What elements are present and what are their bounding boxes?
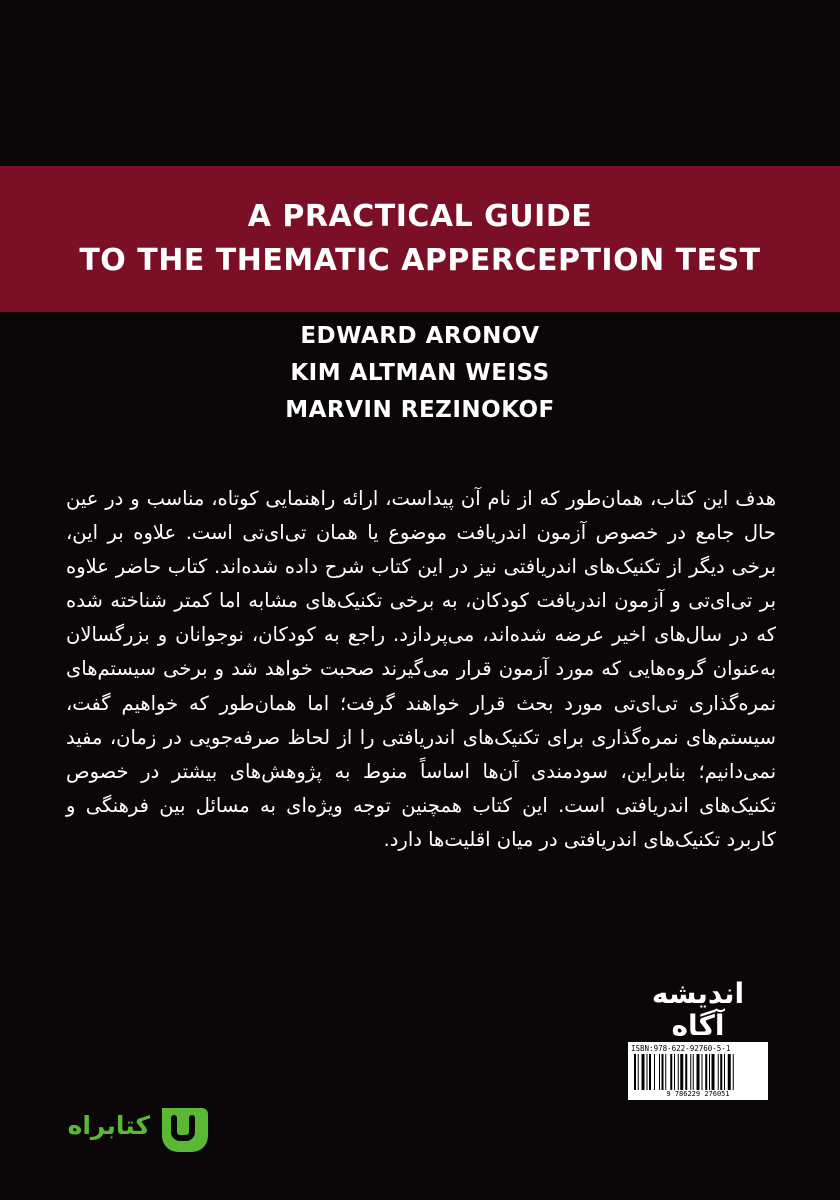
- title-band: [0, 166, 840, 312]
- book-title-line-1: A PRACTICAL GUIDE: [247, 199, 593, 234]
- isbn-barcode: [628, 1042, 768, 1100]
- ketabrah-logo-icon: [156, 1100, 208, 1152]
- book-description: هدف این کتاب، همان‌طور که از نام آن پیداست، ارائه راهنمایی کوتاه، مناسب و در عین حال جامع در خصوص آزمون اندریافت موضوع یا همان تی‌ای‌تی است. علاوه بر این، برخی دیگر از تکنیک‌های اندریافتی نیز در این کتاب شرح داده شده‌اند. کتاب حاضر علاوه بر تی‌ای‌تی و آزمون اندریافت کودکان، به برخی تکنیک‌های مشابه اما کمتر شناخته شده که در سال‌های اخیر عرضه شده‌اند، می‌پردازد. راجع به کودکان، نوجوانان و بزرگسالان به‌عنوان گروه‌هایی که مورد آزمون قرار می‌گیرند صحبت خواهد شد و برخی سیستم‌های نمره‌گذاری تی‌ای‌تی مورد بحث قرار خواهند گرفت؛ اما همان‌طور که خواهیم گفت، سیستم‌های نمره‌گذاری برای تکنیک‌های اندریافتی را از لحاظ صرفه‌جویی در زمان، مفید نمی‌دانیم؛ بنابراین، سودمندی آن‌ها اساساً منوط به پژوهش‌های بیشتر در خصوص تکنیک‌های اندریافتی است. این کتاب همچنین توجه ویژه‌ای به مسائل بین فرهنگی و کاربرد تکنیک‌های اندریافتی در میان اقلیت‌ها دارد.: [66, 487, 776, 851]
- isbn-label: ISBN:978-622-92760-5-1: [631, 1044, 731, 1053]
- isbn-digits: 9 786229 276051: [666, 1090, 730, 1098]
- publisher-name-line-1: اندیشه: [651, 977, 745, 1010]
- barcode-icon: [631, 1054, 765, 1090]
- publisher-name-line-2: آگاه: [671, 1009, 725, 1042]
- book-title-line-2: TO THE THEMATIC APPERCEPTION TEST: [79, 243, 761, 278]
- author-2: KIM ALTMAN WEISS: [290, 360, 550, 386]
- ketabrah-logo: [40, 1098, 220, 1158]
- author-list: [0, 318, 840, 429]
- publisher-logo: [628, 978, 768, 1042]
- author-1: EDWARD ARONOV: [300, 323, 540, 349]
- author-3: MARVIN REZINOKOF: [285, 397, 555, 423]
- ketabrah-logo-text: کتابراه: [67, 1111, 150, 1140]
